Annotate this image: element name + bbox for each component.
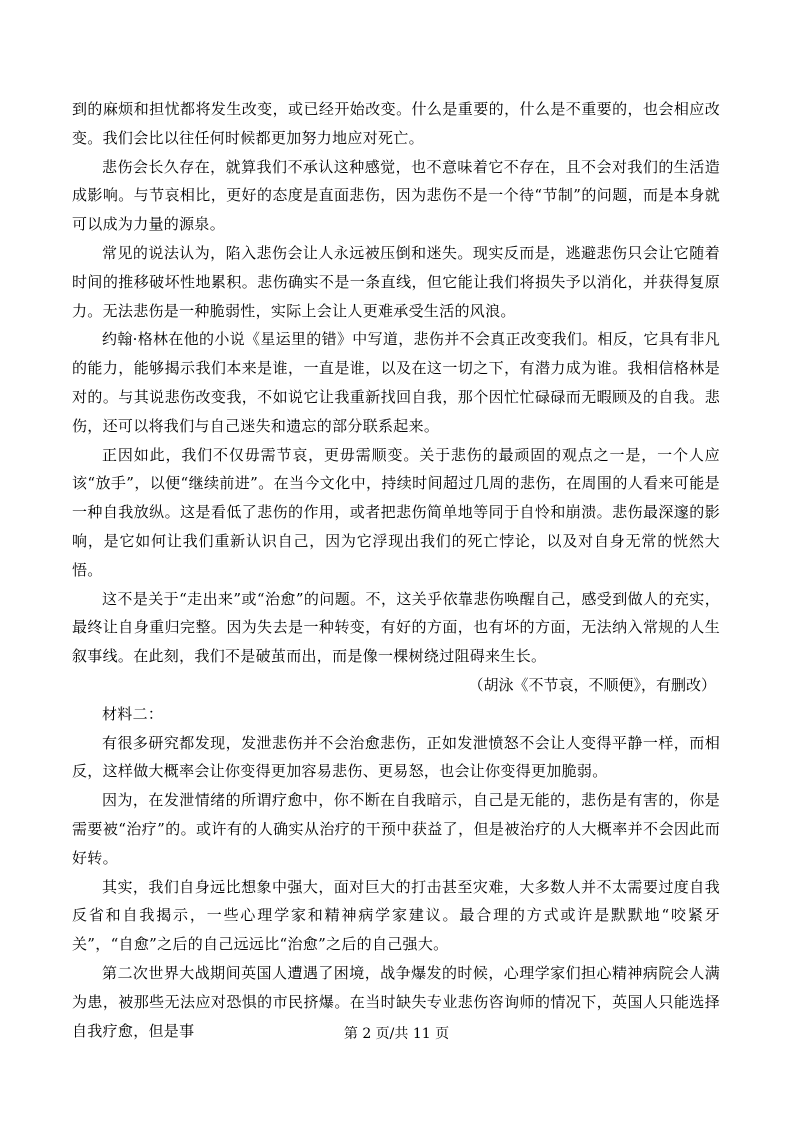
- paragraph: 因为，在发泄情绪的所谓疗愈中，你不断在自我暗示，自己是无能的，悲伤是有害的，你是需要被“治疗”的。或许有的人确实从治疗的干预中获益了，但是被治疗的人大概率并不会因此而好转。: [72, 791, 720, 867]
- paragraph: 悲伤会长久存在，就算我们不承认这种感觉，也不意味着它不存在，且不会对我们的生活造成影响。与节哀相比，更好的态度是直面悲伤，因为悲伤不是一个待“节制”的问题，而是本身就可以成为力量的源泉。: [72, 157, 720, 234]
- paragraph: 有很多研究都发现，发泄悲伤并不会治愈悲伤，正如发泄愤怒不会让人变得平静一样，而相反，这样做大概率会让你变得更加容易悲伤、更易怒，也会让你变得更加脆弱。: [72, 733, 720, 781]
- paragraph-continued: 到的麻烦和担忧都将发生改变，或已经开始改变。什么是重要的，什么是不重要的，也会相应改变。我们会比以往任何时候都更加努力地应对死亡。: [72, 100, 720, 147]
- paragraph: 正因如此，我们不仅毋需节哀，更毋需顺变。关于悲伤的最顽固的观点之一是，一个人应该“放手”，以便“继续前进”。在当今文化中，持续时间超过几周的悲伤，在周围的人看来可能是一种自我放纵。这是看低了悲伤的作用，或者把悲伤简单地等同于自怜和崩溃。悲伤最深邃的影响，是它如何让我们重新认识自己，因为它浮现出我们的死亡悖论，以及对自身无常的恍然大悟。: [72, 445, 720, 579]
- source-citation: （胡泳《不节哀，不顺便》，有删改）: [468, 675, 716, 694]
- page-footer: 第 2 页/共 11 页: [343, 1026, 450, 1042]
- paragraph: 常见的说法认为，陷入悲伤会让人永远被压倒和迷失。现实反而是，逃避悲伤只会让它随着时间的推移破坏性地累积。悲伤确实不是一条直线，但它能让我们将损失予以消化，并获得复原力。无法悲伤是一种脆弱性，实际上会让人更难承受生活的风浪。: [72, 243, 720, 320]
- paragraph: 约翰·格林在他的小说《星运里的错》中写道，悲伤并不会真正改变我们。相反，它具有非凡的能力，能够揭示我们本来是谁，一直是谁，以及在这一切之下，有潜力成为谁。我相信格林是对的。与其说悲伤改变我，不如说它让我重新找回自我，那个因忙忙碌碌而无暇顾及的自我。悲伤，还可以将我们与自己迷失和遗忘的部分联系起来。: [72, 330, 720, 435]
- document-body: [72, 95, 720, 1045]
- paragraph: 其实，我们自身远比想象中强大，面对巨大的打击甚至灾难，大多数人并不太需要过度自我反省和自我揭示，一些心理学家和精神病学家建议。最合理的方式或许是默默地“咬紧牙关”，“自愈”之后的自己远远比“治愈”之后的自己强大。: [72, 877, 720, 954]
- paragraph: 第二次世界大战期间英国人遭遇了困境，战争爆发的时候，心理学家们担心精神病院会人满为患，被那些无法应对恐惧的市民挤爆。在当时缺失专业悲伤咨询师的情况下，英国人只能选择自我疗愈，但是事: [72, 963, 720, 1040]
- material-heading: 材料二：: [102, 704, 164, 723]
- paragraph: 这不是关于“走出来”或“治愈”的问题。不，这关乎依靠悲伤唤醒自己，感受到做人的充实，最终让自身重归完整。因为失去是一种转变，有好的方面，也有坏的方面，无法纳入常规的人生叙事线。在此刻，我们不是破茧而出，而是像一棵树绕过阻碍来生长。: [72, 589, 720, 666]
